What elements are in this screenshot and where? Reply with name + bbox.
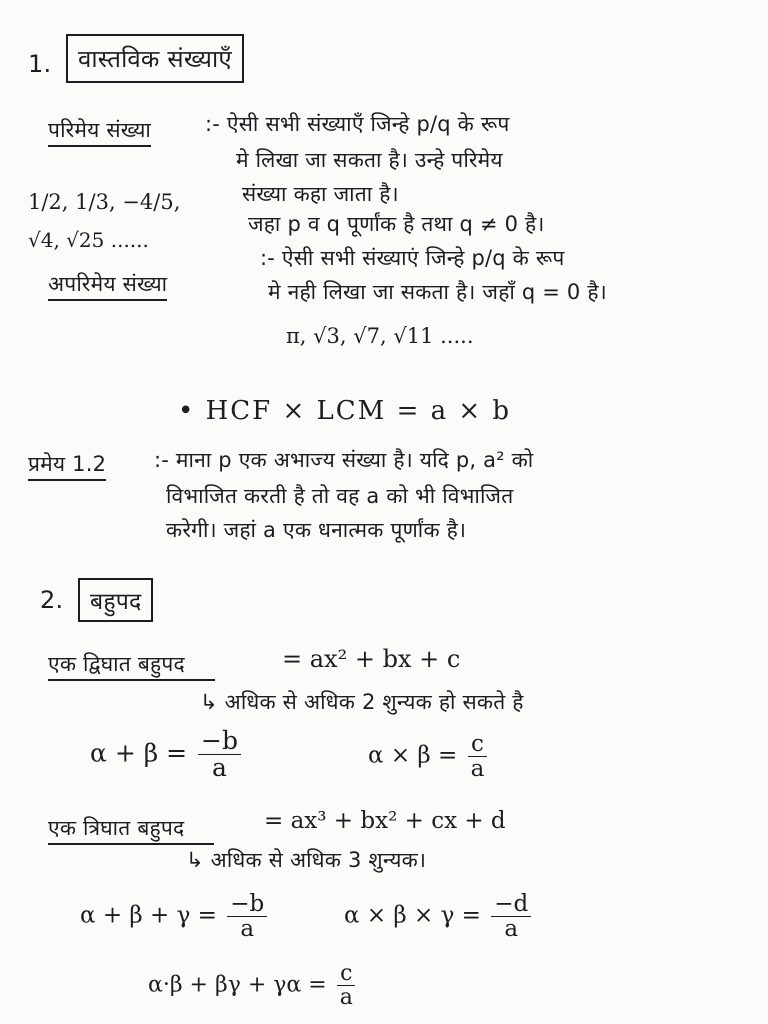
cubic-sum-fraction bbox=[227, 892, 267, 941]
section2-title: बहुपद bbox=[78, 578, 153, 622]
cubic-sum-of-zeros bbox=[80, 892, 270, 941]
quadratic-product-lhs: α × β = bbox=[368, 742, 458, 769]
cubic-product-fraction bbox=[491, 892, 531, 941]
section1-number: 1. bbox=[28, 50, 52, 78]
hcf-lcm-formula: • HCF × LCM = a × b bbox=[178, 396, 512, 426]
irrational-examples: π, √3, √7, √11 ..... bbox=[286, 324, 474, 348]
cubic-pairwise-numerator: c bbox=[337, 962, 355, 986]
rational-term: परिमेय संख्या bbox=[48, 116, 151, 147]
quadratic-zeros-note: ↳ अधिक से अधिक 2 शुन्यक हो सकते है bbox=[200, 690, 524, 714]
cubic-pairwise-denominator: a bbox=[339, 985, 353, 1011]
cubic-expression: = ax³ + bx² + cx + d bbox=[264, 808, 506, 834]
rational-def-line2: मे लिखा जा सकता है। उन्हे परिमेय bbox=[236, 148, 503, 172]
cubic-zeros-note: ↳ अधिक से अधिक 3 शुन्यक। bbox=[186, 848, 427, 872]
cubic-pairwise-product-of-zeros bbox=[148, 962, 359, 1009]
cubic-product-denominator: a bbox=[504, 916, 519, 943]
rational-examples-fractions: 1/2, 1/3, −4/5, bbox=[28, 190, 181, 214]
rational-def-line3: संख्या कहा जाता है। bbox=[242, 182, 399, 206]
cubic-product-of-zeros bbox=[344, 892, 534, 941]
rational-def-line1: :- ऐसी सभी संख्याएँ जिन्हे p/q के रूप bbox=[205, 112, 510, 136]
quadratic-sum-denominator: a bbox=[212, 753, 227, 783]
rational-def-line4: जहा p व q पूर्णांक है तथा q ≠ 0 है। bbox=[248, 212, 545, 236]
rational-examples-roots: √4, √25 ...... bbox=[28, 228, 149, 252]
cubic-product-numerator: −d bbox=[491, 892, 531, 917]
quadratic-product-of-zeros bbox=[368, 732, 490, 781]
section2-number: 2. bbox=[40, 586, 64, 614]
cubic-sum-lhs: α + β + γ = bbox=[80, 902, 217, 929]
cubic-sum-denominator: a bbox=[240, 916, 255, 943]
theorem-line3: करेगी। जहां a एक धनात्मक पूर्णांक है। bbox=[166, 518, 467, 542]
quadratic-sum-of-zeros bbox=[90, 728, 244, 782]
theorem-term: प्रमेय 1.2 bbox=[28, 450, 106, 481]
irrational-def-line1: :- ऐसी सभी संख्याएं जिन्हे p/q के रूप bbox=[260, 246, 565, 270]
theorem-line1: :- माना p एक अभाज्य संख्या है। यदि p, a² को bbox=[154, 448, 534, 472]
cubic-product-lhs: α × β × γ = bbox=[344, 902, 481, 929]
quadratic-sum-numerator: −b bbox=[198, 728, 241, 755]
theorem-line2: विभाजित करती है तो वह a को भी विभाजित bbox=[166, 484, 514, 508]
irrational-term: अपरिमेय संख्या bbox=[48, 270, 167, 301]
irrational-def-line2: मे नही लिखा जा सकता है। जहाँ q = 0 है। bbox=[268, 280, 607, 304]
quadratic-sum-lhs: α + β = bbox=[90, 738, 188, 768]
cubic-term: एक त्रिघात बहुपद bbox=[48, 814, 214, 845]
quadratic-product-fraction bbox=[468, 732, 488, 781]
quadratic-expression: = ax² + bx + c bbox=[282, 645, 461, 673]
section1-title: वास्तविक संख्याएँ bbox=[66, 34, 244, 83]
quadratic-product-denominator: a bbox=[470, 756, 485, 783]
quadratic-product-numerator: c bbox=[468, 732, 487, 757]
quadratic-sum-fraction bbox=[198, 728, 241, 782]
cubic-pairwise-fraction bbox=[337, 962, 356, 1009]
quadratic-term: एक द्विघात बहुपद bbox=[48, 650, 215, 681]
cubic-sum-numerator: −b bbox=[227, 892, 267, 917]
cubic-pairwise-lhs: α·β + βγ + γα = bbox=[148, 972, 327, 998]
